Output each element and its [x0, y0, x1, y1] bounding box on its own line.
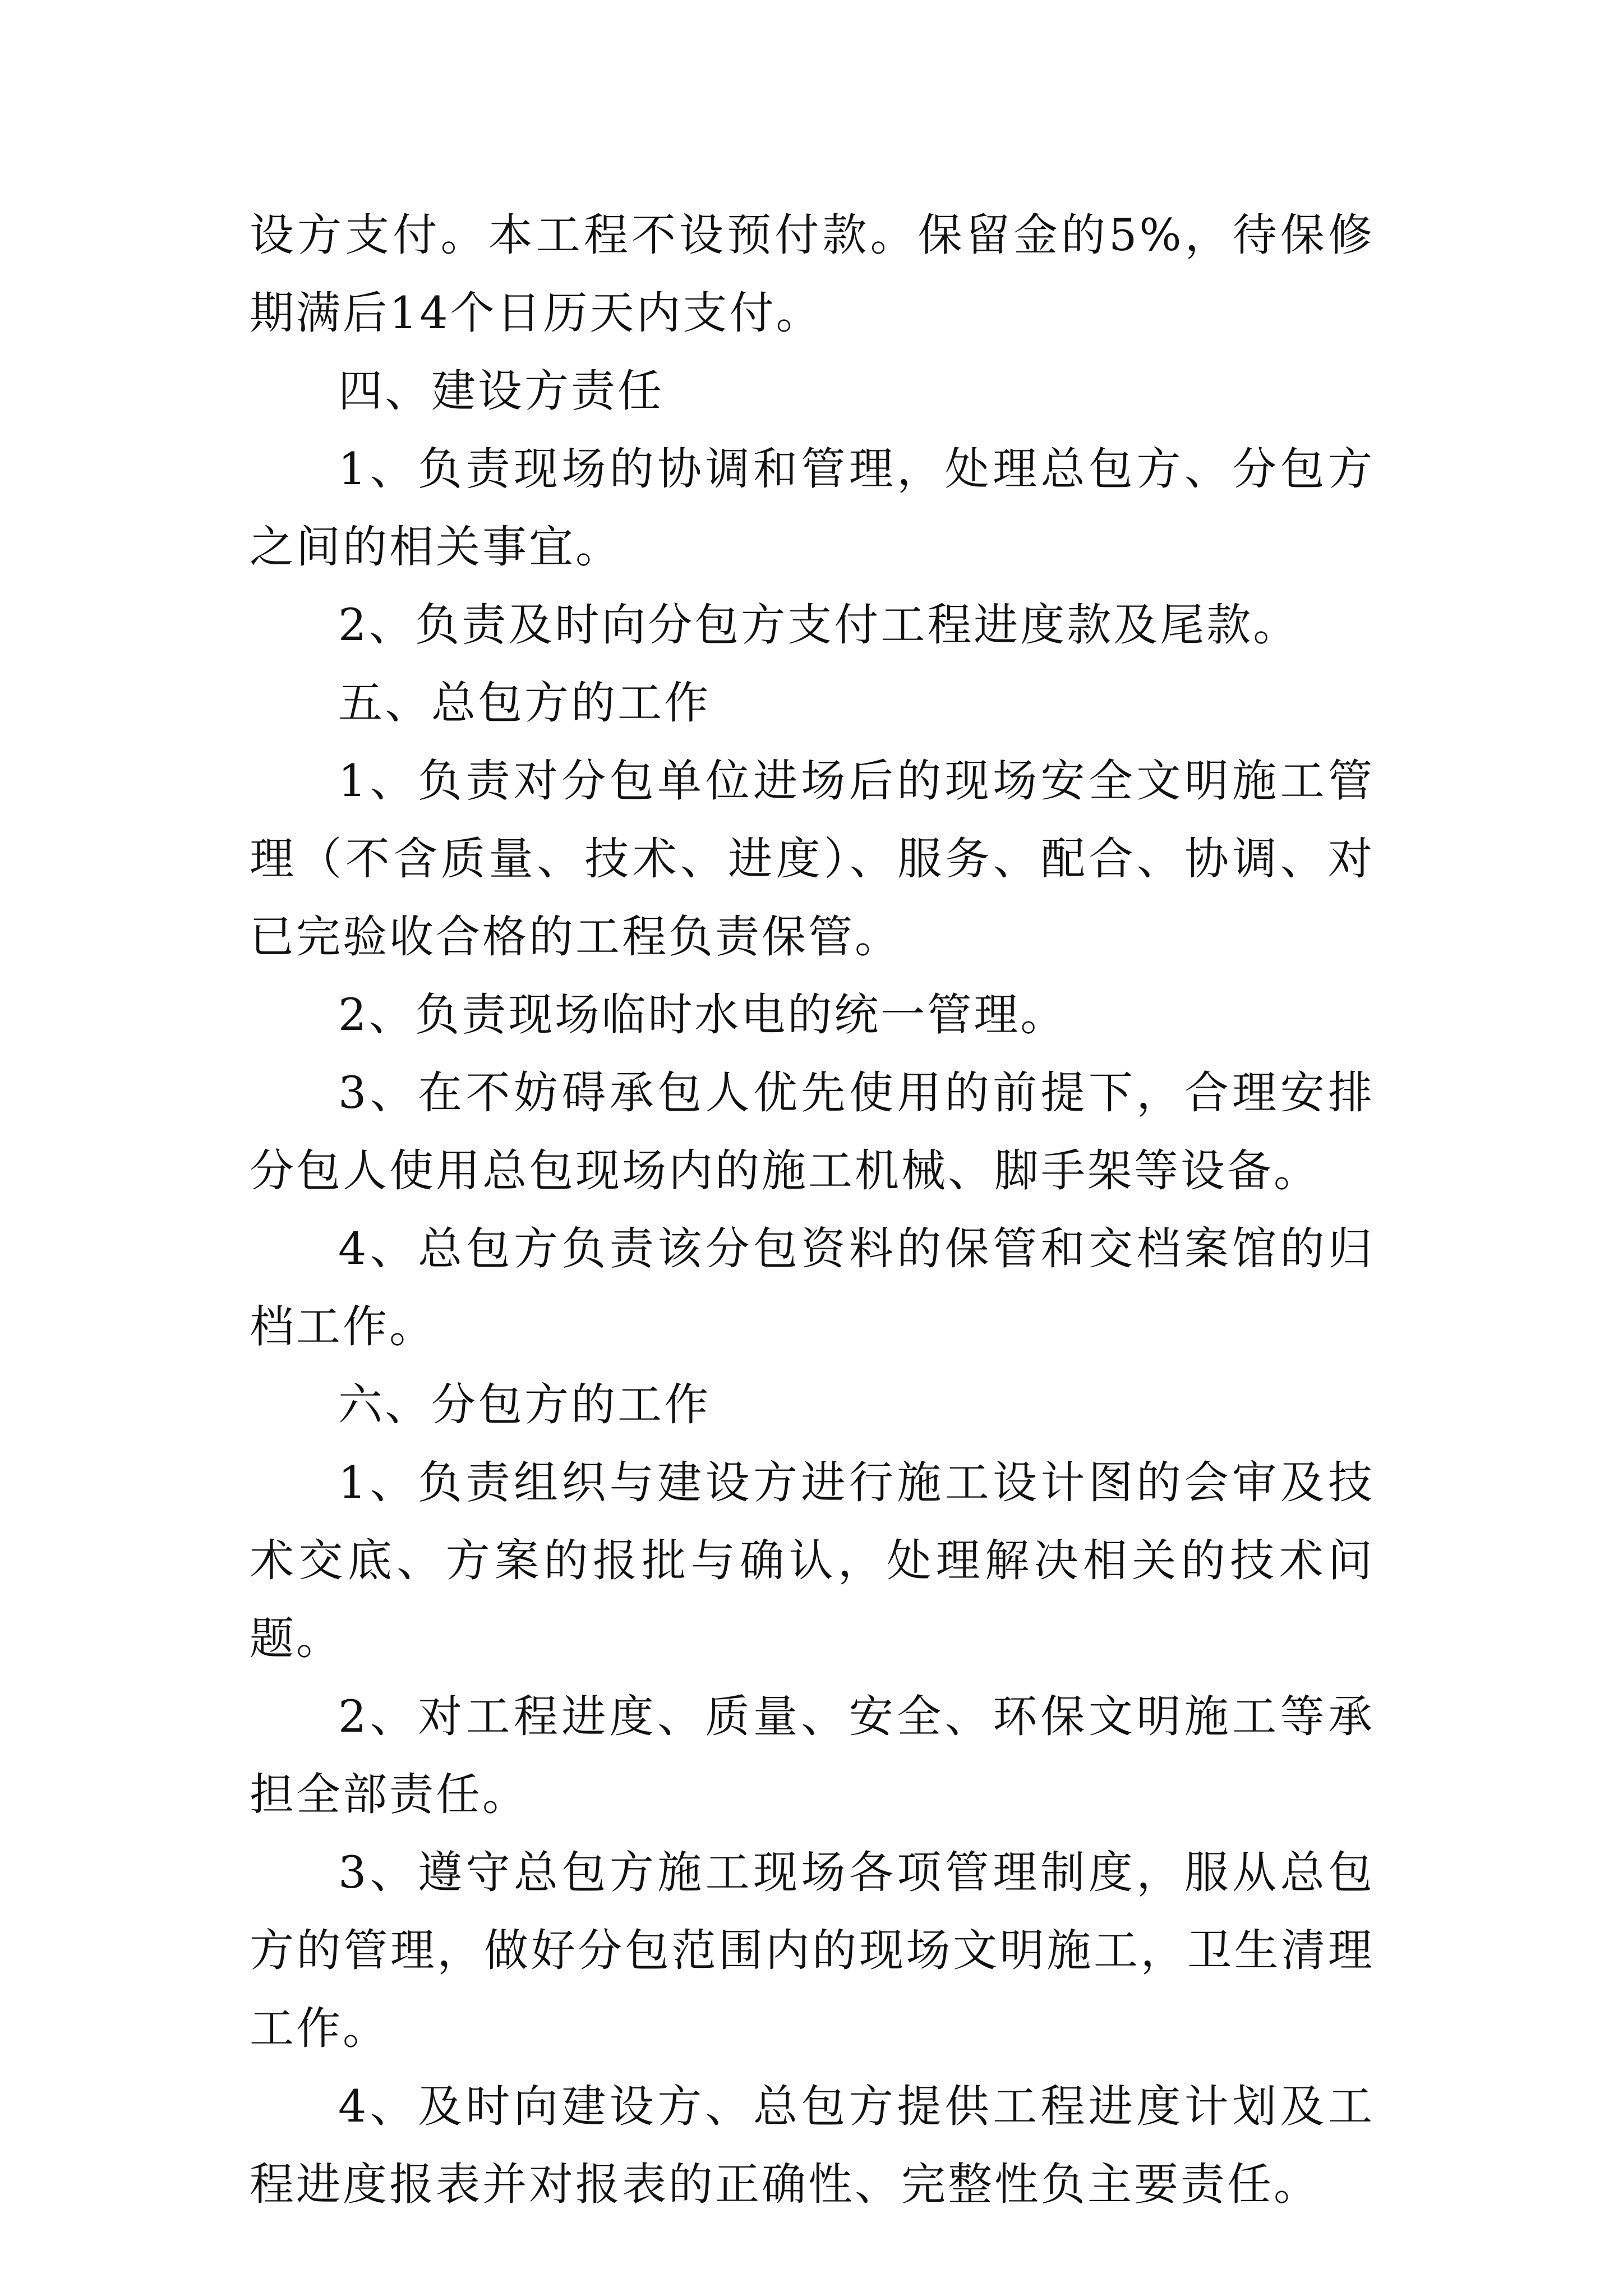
- subcontractor-item-2: 2、对工程进度、质量、安全、环保文明施工等承担全部责任。: [250, 1691, 1375, 1820]
- subcontractor-item-1: 1、负责组织与建设方进行施工设计图的会审及技术交底、方案的报批与确认，处理解决相关的技术问题。: [250, 1457, 1375, 1664]
- subcontractor-item-4: 4、及时向建设方、总包方提供工程进度计划及工程进度报表并对报表的正确性、完整性负主要责任。: [250, 2081, 1375, 2210]
- general-contractor-item-2: 2、负责现场临时水电的统一管理。: [338, 989, 1067, 1041]
- builder-item-1: 1、负责现场的协调和管理，处理总包方、分包方之间的相关事宜。: [250, 443, 1375, 573]
- subcontractor-item-3: 3、遵守总包方施工现场各项管理制度，服从总包方的管理，做好分包范围内的现场文明施工，卫生清理工作。: [250, 1847, 1375, 2054]
- section-heading-subcontractor-work: 六、分包方的工作: [338, 1379, 711, 1430]
- builder-item-2: 2、负责及时向分包方支付工程进度款及尾款。: [338, 599, 1300, 651]
- document-body: [250, 196, 1375, 2224]
- section-heading-builder-responsibilities: 四、建设方责任: [338, 365, 664, 417]
- general-contractor-item-3: 3、在不妨碍承包人优先使用的前提下，合理安排分包人使用总包现场内的施工机械、脚手架等设备。: [250, 1067, 1375, 1197]
- general-contractor-item-1: 1、负责对分包单位进场后的现场安全文明施工管理（不含质量、技术、进度）、服务、配合、协调、对已完验收合格的工程负责保管。: [250, 755, 1375, 963]
- payment-paragraph: 设方支付。本工程不设预付款。保留金的5%，待保修期满后14个日历天内支付。: [250, 209, 1375, 339]
- section-heading-general-contractor-work: 五、总包方的工作: [338, 677, 711, 729]
- general-contractor-item-4: 4、总包方负责该分包资料的保管和交档案馆的归档工作。: [250, 1223, 1375, 1352]
